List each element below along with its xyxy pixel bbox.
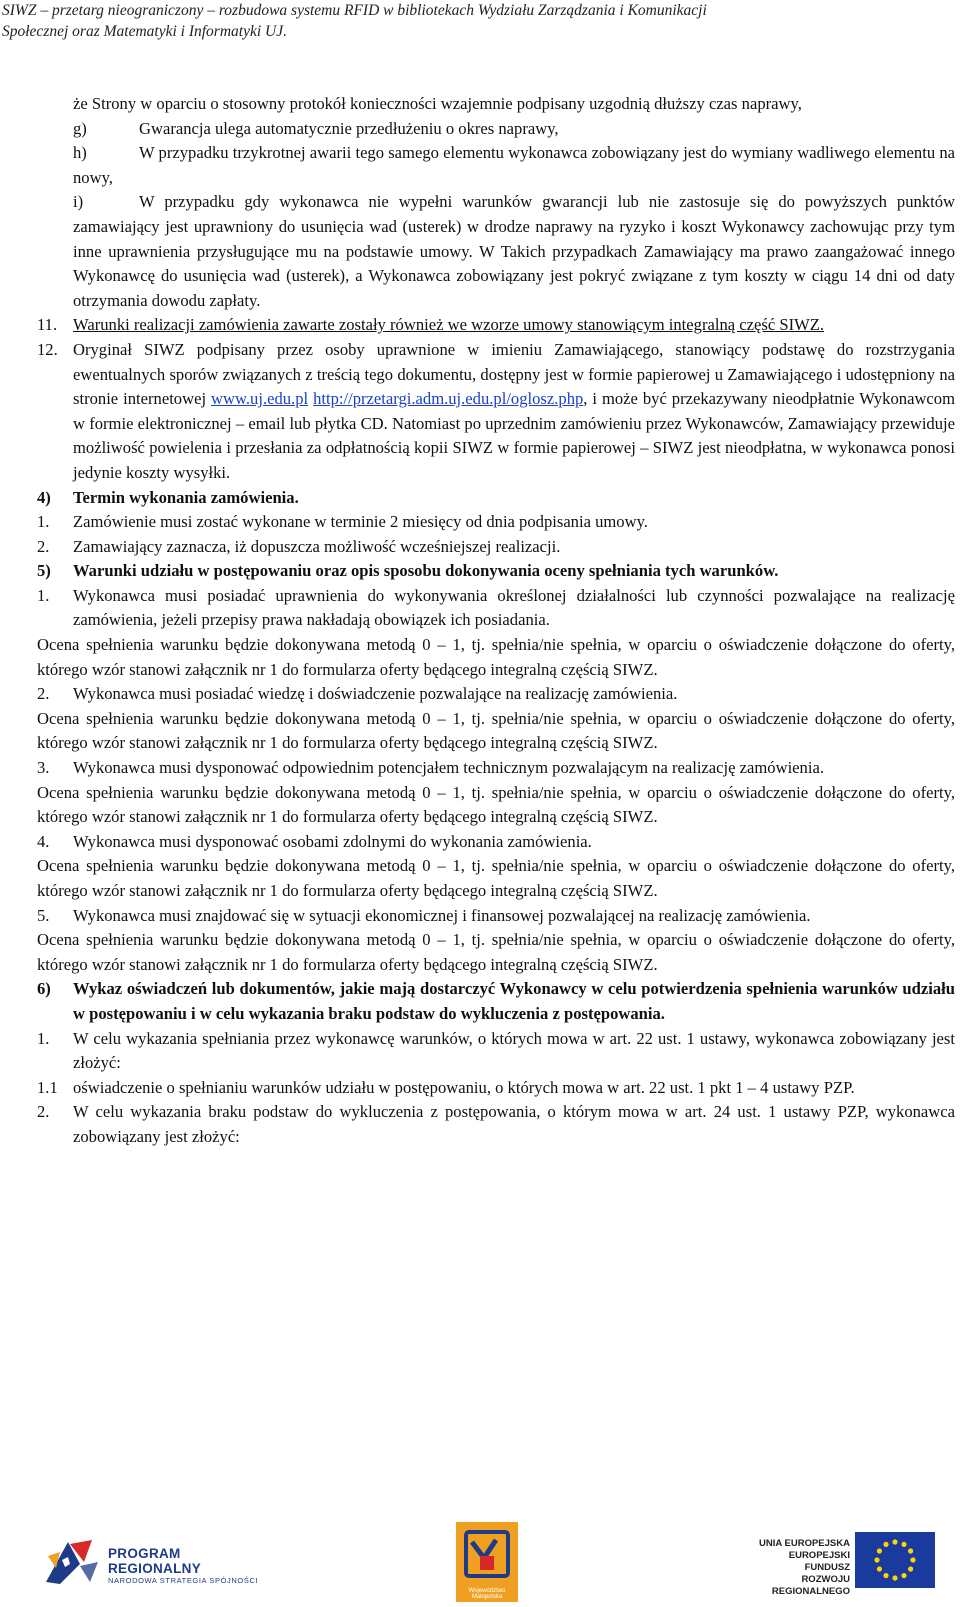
item-text-part-b: , i może być przekazywany nieodpłatnie Wykonawcom w formie elektronicznej – email lub płytka CD. Natomiast po uprzednim zamówieniu przez Wykonawców, Zamawiający przewiduje możliwość powielenia i przesłania za odpłatnością kopii SIWZ w formie papierowej – SIWZ jest nieodpłatna, w wykonawca ponosi jedynie koszty wysyłki. [73,389,955,482]
paragraph-continuation: że Strony w oparciu o stosowny protokół konieczności wzajemnie podpisany uzgodnią dłuższy czas naprawy, [73,94,802,113]
program-regionalny-logo [40,1538,260,1588]
section-title: Warunki udziału w postępowaniu oraz opis sposobu dokonywania oceny spełniania tych warunków. [73,561,779,581]
eu-line-1: UNIA EUROPEJSKA [759,1538,850,1549]
eu-star [883,1542,888,1547]
section-6-heading [37,977,955,1026]
assessment-paragraph: Ocena spełnienia warunku będzie dokonywana metodą 0 – 1, tj. spełnia/nie spełnia, w oparciu o oświadczenie dołączone do oferty, którego wzór stanowi załącznik nr 1 do formularza oferty będącego integralną częścią SIWZ. [37,708,955,753]
link-uj[interactable]: www.uj.edu.pl [211,389,309,409]
section-5-item-2 [37,682,955,707]
document-body [37,92,955,1150]
item-number: 4. [37,831,50,851]
item-number: 1. [37,1028,50,1048]
eu-logo [745,1530,940,1597]
item-text: Wykonawca musi dysponować osobami zdolnymi do wykonania zamówienia. [73,831,592,851]
item-number: 2. [37,684,50,704]
list-marker: g) [73,118,87,138]
list-item-g [37,117,955,142]
item-number: 1.1 [37,1077,58,1097]
list-marker: i) [73,192,84,212]
item-text: W celu wykazania spełniania przez wykonawcę warunków, o których mowa w art. 22 ust. 1 ustawy, wykonawca zobowiązany jest złożyć: [73,1028,955,1073]
assessment-paragraph: Ocena spełnienia warunku będzie dokonywana metodą 0 – 1, tj. spełnia/nie spełnia, w oparciu o oświadczenie dołączone do oferty, którego wzór stanowi załącznik nr 1 do formularza oferty będącego integralną częścią SIWZ. [37,856,955,900]
list-text: W przypadku trzykrotnej awarii tego samego elementu wykonawca zobowiązany jest do wymiany wadliwego elementu na nowy, [73,143,955,187]
malopolska-label: Województwo Małopolska [468,1588,506,1600]
eu-star [910,1557,915,1562]
item-text: W celu wykazania braku podstaw do wykluczenia z postępowania, o którym mowa w art. 24 ust. 1 ustawy PZP, wykonawca zobowiązany jest złożyć: [73,1102,955,1146]
item-11 [37,313,955,338]
header-line-1: SIWZ – przetarg nieograniczony – rozbudowa systemu RFID w bibliotekach Wydziału Zarządzania i Komunikacji [2,2,707,19]
item-number: 5. [37,905,50,925]
program-regionalny-emblem-icon [40,1538,104,1588]
item-number: 11. [37,315,58,335]
eu-star [874,1557,879,1562]
eu-star [883,1573,888,1578]
section-6-item-2 [37,1100,955,1149]
item-text: Wykonawca musi posiadać wiedzę i doświadczenie pozwalające na realizację zamówienia. [73,684,678,704]
document-header [0,0,960,42]
item-text: Wykonawca musi znajdować się w sytuacji ekonomicznej i finansowej pozwalającej na realizację zamówienia. [73,905,811,925]
list-item-i [37,190,955,313]
assessment-paragraph: Ocena spełnienia warunku będzie dokonywana metodą 0 – 1, tj. spełnia/nie spełnia, w oparciu o oświadczenie dołączone do oferty, którego wzór stanowi załącznik nr 1 do formularza oferty będącego integralną częścią SIWZ. [37,635,955,679]
item-text: Zamówienie musi zostać wykonane w terminie 2 miesięcy od dnia podpisania umowy. [73,512,648,532]
header-line-2: Społecznej oraz Matematyki i Informatyki UJ. [2,23,287,40]
section-5-item-4 [37,830,955,855]
list-marker: h) [73,143,87,163]
section-6-item-1 [37,1027,955,1076]
section-5-item-1 [37,584,955,633]
section-4-heading [37,486,955,511]
assessment-paragraph: Ocena spełnienia warunku będzie dokonywana metodą 0 – 1, tj. spełnia/nie spełnia, w oparciu o oświadczenie dołączone do oferty, którego wzór stanowi załącznik nr 1 do formularza oferty będącego integralną częścią SIWZ. [37,782,955,827]
eu-line-2: EUROPEJSKI FUNDUSZ [788,1550,850,1573]
section-5-item-3 [37,756,955,781]
section-4-item-1 [37,510,955,535]
item-number: 12. [37,339,58,359]
eu-star [901,1573,906,1578]
item-number: 2. [37,1102,50,1122]
item-text: oświadczenie o spełnianiu warunków udziału w postępowaniu, o których mowa w art. 22 ust. 1 pkt 1 – 4 ustawy PZP. [73,1077,855,1097]
item-text [73,338,955,486]
program-regionalny-text [108,1546,260,1585]
item-text: Zamawiający zaznacza, iż dopuszcza możliwość wcześniejszej realizacji. [73,536,561,556]
section-4-item-2 [37,535,955,560]
program-subtitle: NARODOWA STRATEGIA SPÓJNOŚCI [108,1576,259,1585]
item-text: Wykonawca musi posiadać uprawnienia do wykonywania określonej działalności lub czynności pozwalające na realizację zamówienia, jeżeli przepisy prawa nakładają obowiązek ich posiadania. [73,585,955,630]
eu-star [901,1542,906,1547]
section-number: 5) [37,561,51,581]
section-title: Termin wykonania zamówienia. [73,487,299,507]
program-name: PROGRAM REGIONALNY [108,1546,202,1576]
eu-flag-icon [855,1532,935,1588]
item-12 [37,338,955,486]
footer-logos [0,1512,960,1605]
eu-star [892,1539,897,1544]
list-text: Gwarancja ulega automatycznie przedłużeniu o okres naprawy, [139,118,559,138]
link-przetargi[interactable]: http://przetargi.adm.uj.edu.pl/oglosz.php [313,389,584,409]
section-number: 4) [37,487,51,507]
eu-star [877,1548,882,1553]
malopolska-logo [456,1522,518,1602]
section-title: Wykaz oświadczeń lub dokumentów, jakie mają dostarczyć Wykonawcy w celu potwierdzenia spełnienia warunków udziału w postępowaniu i w celu wykazania braku podstaw do wykluczenia z postępowania. [73,979,955,1023]
list-item-h [37,141,955,190]
eu-star [908,1566,913,1571]
item-number: 1. [37,512,50,532]
list-text: W przypadku gdy wykonawca nie wypełni warunków gwarancji lub nie zastosuje się do powyższych punktów zamawiający jest uprawniony do usunięcia wad (usterek) w drodze naprawy na ryzyko i koszt Wykonawcy zachowując przy tym inne uprawnienia przysługujące mu na podstawie umowy. W Takich przypadkach Zamawiający ma prawo zaangażować innego Wykonawcę do usunięcia wad (usterek), a Wykonawca zobowiązany jest pokryć związane z tym koszty w ciągu 14 dni od daty otrzymania dowodu zapłaty. [73,192,955,310]
section-number: 6) [37,979,51,999]
eu-text [745,1538,850,1598]
eu-line-3: ROZWOJU REGIONALNEGO [771,1574,850,1597]
assessment-paragraph: Ocena spełnienia warunku będzie dokonywana metodą 0 – 1, tj. spełnia/nie spełnia, w oparciu o oświadczenie dołączone do oferty, którego wzór stanowi załącznik nr 1 do formularza oferty będącego integralną częścią SIWZ. [37,930,955,974]
section-5-item-5 [37,904,955,929]
item-text-part-a: Oryginał SIWZ podpisany przez osoby uprawnione w imieniu Zamawiającego, stanowiący podstawę do rozstrzygania ewentualnych sporów związanych z treścią tego dokumentu, dostępny jest w formie papierowej u Zamawiającego i udostępniony na stronie internetowej [73,339,955,409]
item-text: Warunki realizacji zamówienia zawarte zostały również we wzorze umowy stanowiącym integralną część SIWZ. [73,315,825,335]
eu-star [877,1566,882,1571]
item-number: 1. [37,585,50,605]
item-number: 2. [37,536,50,556]
item-text: Wykonawca musi dysponować odpowiednim potencjałem technicznym pozwalającym na realizację zamówienia. [73,758,824,778]
section-5-heading [37,559,955,584]
item-number: 3. [37,758,50,778]
eu-star [892,1575,897,1580]
section-6-item-1-1 [37,1076,955,1101]
eu-star [908,1548,913,1553]
